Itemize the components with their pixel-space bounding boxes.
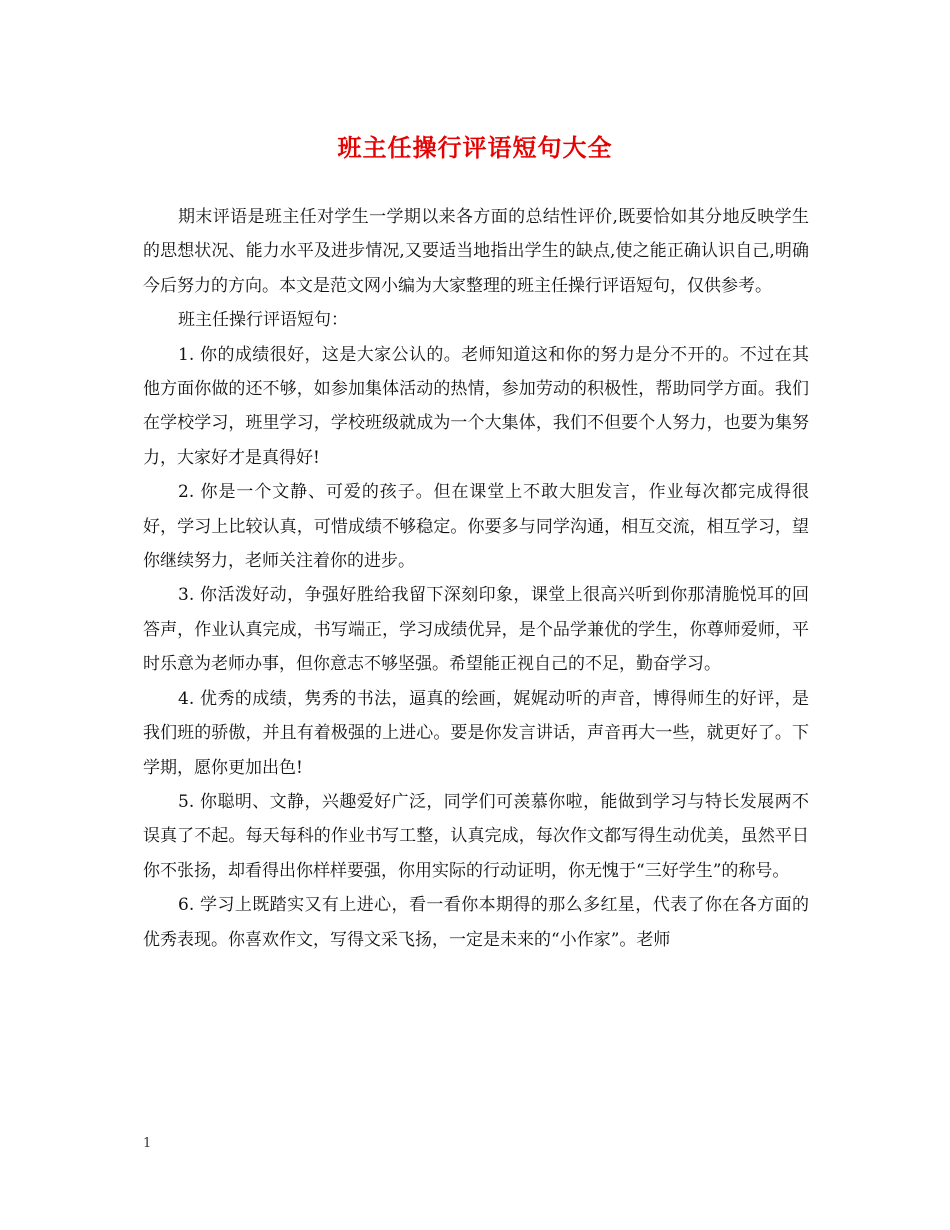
comment-paragraph-5: 5. 你聪明、文静，兴趣爱好广泛，同学们可羡慕你啦，能做到学习与特长发展两不误真了不起。每天每科的作业书写工整，认真完成，每次作文都写得生动优美，虽然平日你不张扬，却看得出你样样要强，你用实际的行动证明，你无愧于“三好学生”的称号。 <box>143 791 809 881</box>
comment-paragraph-2: 2. 你是一个文静、可爱的孩子。但在课堂上不敢大胆发言，作业每次都完成得很好，学习上比较认真，可惜成绩不够稳定。你要多与同学沟通，相互交流，相互学习，望你继续努力，老师关注着你的进步。 <box>143 482 809 572</box>
section-heading: 班主任操行评语短句： <box>178 310 348 331</box>
comment-paragraph-6: 6. 学习上既踏实又有上进心，看一看你本期得的那么多红星，代表了你在各方面的优秀表现。你喜欢作文，写得文采飞扬，一定是未来的“小作家”。老师 <box>143 895 809 950</box>
comment-paragraph-1: 1. 你的成绩很好，这是大家公认的。老师知道这和你的努力是分不开的。不过在其他方面你做的还不够，如参加集体活动的热情，参加劳动的积极性，帮助同学方面。我们在学校学习，班里学习，学校班级就成为一个大集体，我们不但要个人努力，也要为集努力，大家好才是真得好! <box>143 344 809 468</box>
comment-paragraph-4: 4. 优秀的成绩，隽秀的书法，逼真的绘画，娓娓动听的声音，博得师生的好评，是我们班的骄傲，并且有着极强的上进心。要是你发言讲话，声音再大一些，就更好了。下学期，愿你更加出色! <box>143 688 809 778</box>
document-body <box>143 200 809 957</box>
intro-paragraph: 期末评语是班主任对学生一学期以来各方面的总结性评价,既要恰如其分地反映学生的思想状况、能力水平及进步情况,又要适当地指出学生的缺点,使之能正确认识自己,明确今后努力的方向。本文是范文网小编为大家整理的班主任操行评语短句，仅供参考。 <box>143 207 809 296</box>
comment-paragraph-3: 3. 你活泼好动，争强好胜给我留下深刻印象，课堂上很高兴听到你那清脆悦耳的回答声，作业认真完成，书写端正，学习成绩优异，是个品学兼优的学生，你尊师爱师，平时乐意为老师办事，但你意志不够坚强。希望能正视自己的不足，勤奋学习。 <box>143 585 809 675</box>
page-number: 1 <box>143 1136 152 1151</box>
document-title: 班主任操行评语短句大全 <box>337 134 613 162</box>
